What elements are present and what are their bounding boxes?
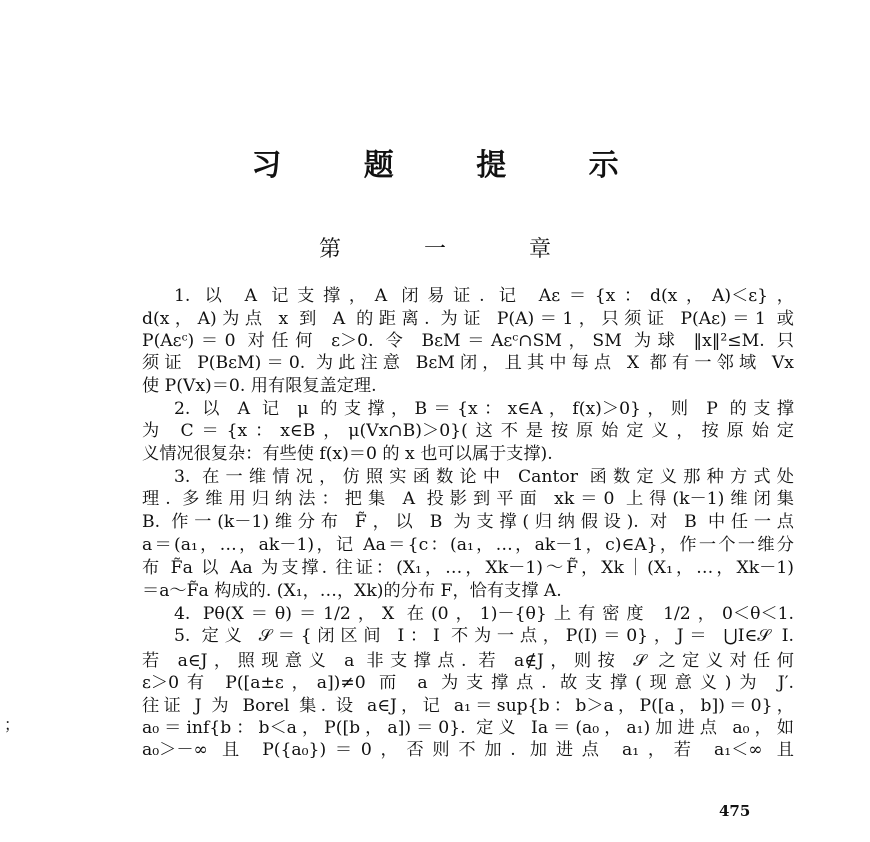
text-line: 为 C＝{x：x∈B，μ(Vx∩B)＞0}(这不是按原始定义，按原始定	[142, 421, 794, 441]
page-title: 习 题 提 示	[251, 148, 655, 183]
text-line: ε＞0有 P([a±ε，a])≠0 而 a 为支撑点. 故支撑(现意义)为 J′.	[142, 673, 794, 693]
text-line: 使 P(Vx)＝0. 用有限复盖定理.	[142, 376, 377, 396]
text-line: 4. Pθ(X＝θ)＝1/2，X 在(0，1)－{θ}上有密度 1/2，0＜θ＜1.	[174, 604, 794, 624]
page-number: 475	[719, 802, 751, 820]
text-line: 理. 多维用归纳法：把集 A 投影到平面 xk＝0 上得(k－1)维闭集	[142, 489, 794, 509]
text-line: ＝a～F̃a 构成的. (X₁，…，Xk)的分布 F，恰有支撑 A.	[142, 581, 562, 601]
text-line: 须证 P(BεM)＝0. 为此注意 BεM闭，且其中每点 X 都有一邻域 Vx	[142, 353, 794, 373]
text-line: 义情况很复杂：有些使 f(x)＝0 的 x 也可以属于支撑).	[142, 444, 553, 464]
text-line: P(Aεᶜ)＝0 对任何 ε＞0. 令 BεM＝Aεᶜ∩SM，SM 为球 ‖x‖²≤M. 只	[142, 331, 794, 351]
text-line: 3. 在一维情况，仿照实函数论中 Cantor 函数定义那种方式处	[174, 467, 794, 487]
text-line: 1. 以 A 记支撑，A 闭易证. 记 Aε＝{x：d(x，A)＜ε}，	[174, 286, 794, 306]
text-line: 5. 定义 𝒮＝{闭区间 I：I 不为一点，P(I)＝0}，J＝ ⋃I∈𝒮 I.	[174, 626, 794, 646]
text-line: a＝(a₁，…，ak－1)，记 Aa＝{c：(a₁，…，ak－1，c)∈A}，作一个一维分	[142, 535, 794, 555]
text-line: 2. 以 A 记 μ 的支撑，B＝{x：x∈A，f(x)＞0}，则 P 的支撑	[174, 399, 794, 419]
text-line: a₀＝inf{b：b＜a，P([b，a])＝0}. 定义 Ia＝(a₀，a₁)加进点 a₀，如	[142, 718, 794, 738]
text-line: 若 a∈J，照现意义 a 非支撑点. 若 a∉J，则按 𝒮 之定义对任何	[142, 651, 794, 671]
text-line: a₀＞－∞ 且 P({a₀})＝0，否则不加. 加进点 a₁，若 a₁＜∞ 且	[142, 740, 794, 760]
text-line: 布 F̃a 以 Aa 为支撑. 往证：(X₁，…，Xk－1)～F̃，Xk｜(X₁，…，Xk－1)	[142, 558, 794, 578]
text-line: B. 作一(k－1)维分布 F̃，以 B 为支撑(归纳假设). 对 B 中任一点	[142, 512, 794, 532]
stray-mark: ；	[4, 715, 21, 734]
chapter-heading: 第 一 章	[319, 237, 589, 262]
text-line: 往证 J 为 Borel 集. 设 a∈J，记 a₁＝sup{b：b＞a，P([a，b])＝0}，	[142, 696, 794, 716]
text-line: d(x，A)为点 x 到 A 的距离. 为证 P(A)＝1，只须证 P(Aε)＝1 或	[142, 309, 794, 329]
